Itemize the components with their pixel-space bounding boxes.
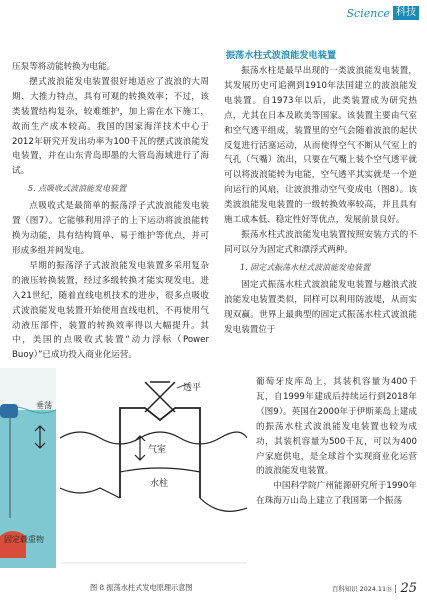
air-flow-arrow-icon: [135, 436, 145, 460]
magazine-issue: 百科知识 2024.11Ⓑ: [332, 585, 393, 593]
section-label-zh: 科技: [393, 6, 419, 20]
right-column: [224, 48, 417, 337]
label-fixed-weight: 固定载重物: [4, 535, 44, 544]
page-footer: [332, 581, 417, 596]
section-header: [347, 6, 419, 20]
paragraph: 葡萄牙皮库岛上，其装机容量为400千瓦，自1999年建成后持续运行到2018年（图9）。英国在2000年于伊斯莱岛上建成的振荡水柱式波浪能发电装置也较为成功，其装机容量为500千瓦，可以为400户家庭供电，是全球首个实现商业化运营的波浪能发电装置。: [256, 377, 417, 477]
footer-divider: [395, 585, 396, 593]
label-air-chamber: 气室: [148, 445, 167, 455]
paragraph: 振荡水柱是最早出现的一类波浪能发电装置，其发展历史可追溯到1910年法国建立的波浪能发电装置。自1973年以后，此类装置成为研究热点，尤其在日本及欧美等国家。该装置主要由气室和空气透平组成，装置里的空气会随着波浪的起伏反复进行活塞运动，从而使得空气不断从气室上的气孔（气嘴）流出，只要在气嘴上装个空气透平就可以将波浪能转为电能，空气透平其实就是一个逆向运行的风扇，让波浪推动空气变成电（图8）。该类波浪能发电装置的一级转换效率较高，并且具有施工成本低、稳定性好等优点，发展前景良好。: [224, 66, 417, 226]
paragraph: 中国科学院广州能源研究所于1990年在珠海万山岛上建立了我国第一个振荡: [256, 481, 417, 507]
air-chamber-top: [120, 408, 200, 430]
left-column: [12, 60, 209, 363]
seabed-right: [200, 498, 247, 511]
seabed-left: [60, 488, 120, 498]
figure-caption: 图 8 振荡水柱式发电原理示意图: [90, 583, 193, 592]
section-title: 振荡水柱式波浪能发电装置: [225, 50, 337, 61]
paragraph: 压泵等将动能转换为电能。: [12, 62, 116, 72]
label-turbine: 透平: [183, 383, 202, 393]
section-label-en: Science: [346, 6, 390, 20]
label-heave: 垂荡: [36, 401, 52, 410]
paragraph: 摆式波浪能发电装置很好地适应了波浪的大周期、大推力特点，具有可观的转换效率；不过，该类装置结构复杂，较难维护，加上需在水下施工，故而生产成本较高。我国的国家海洋技术中心于2012年研究开发出功率为100千瓦的摆式波浪能发电装置，并在山东青岛即墨的大管岛海域进行了海试。: [12, 76, 209, 177]
paragraph: 早期的振荡浮子式波浪能发电装置多采用复杂的液压转换装置，经过多级转换才能实现发电。进入21世纪，随着直线电机技术的进步，很多点吸收式波浪能发电装置开始使用直线电机，不再使用气动液压部件，装置的转换效率得以大幅提升。其中，美国的点吸收式装置“动力浮标（Power Buoy）”已成功投入商业化运营。: [12, 260, 209, 361]
label-water-column: 水柱: [150, 479, 169, 489]
subheading: 1. 固定式振荡水柱式波浪能发电装置: [240, 262, 371, 272]
water-surface: [120, 468, 200, 472]
subheading: 5. 点吸收式波浪能发电装置: [28, 184, 127, 194]
paragraph: 振荡水柱式波浪能发电装置按照安装方式的不同可以分为固定式和漂浮式两种。: [224, 229, 417, 255]
wave-line: [60, 432, 247, 444]
paragraph: 固定式振荡水柱式波浪能发电装置与越浪式波浪能发电装置类似，同样可以利用防波堤，从而实现双赢。世界上最典型的固定式振荡水柱式波浪能发电装置位于: [224, 279, 417, 335]
right-column-continued: [256, 375, 417, 509]
buoy: [0, 404, 18, 418]
turbine-icon: [145, 382, 175, 412]
page-number: 25: [400, 581, 417, 596]
paragraph: 点吸收式是最简单的振荡浮子式波浪能发电装置（图7）。它能够利用浮子的上下运动将波浪能转换为动能，具有结构简单、易于维护等优点，并可形成多组并网发电。: [12, 201, 209, 256]
figure-oscillating-water-column: [0, 368, 247, 576]
